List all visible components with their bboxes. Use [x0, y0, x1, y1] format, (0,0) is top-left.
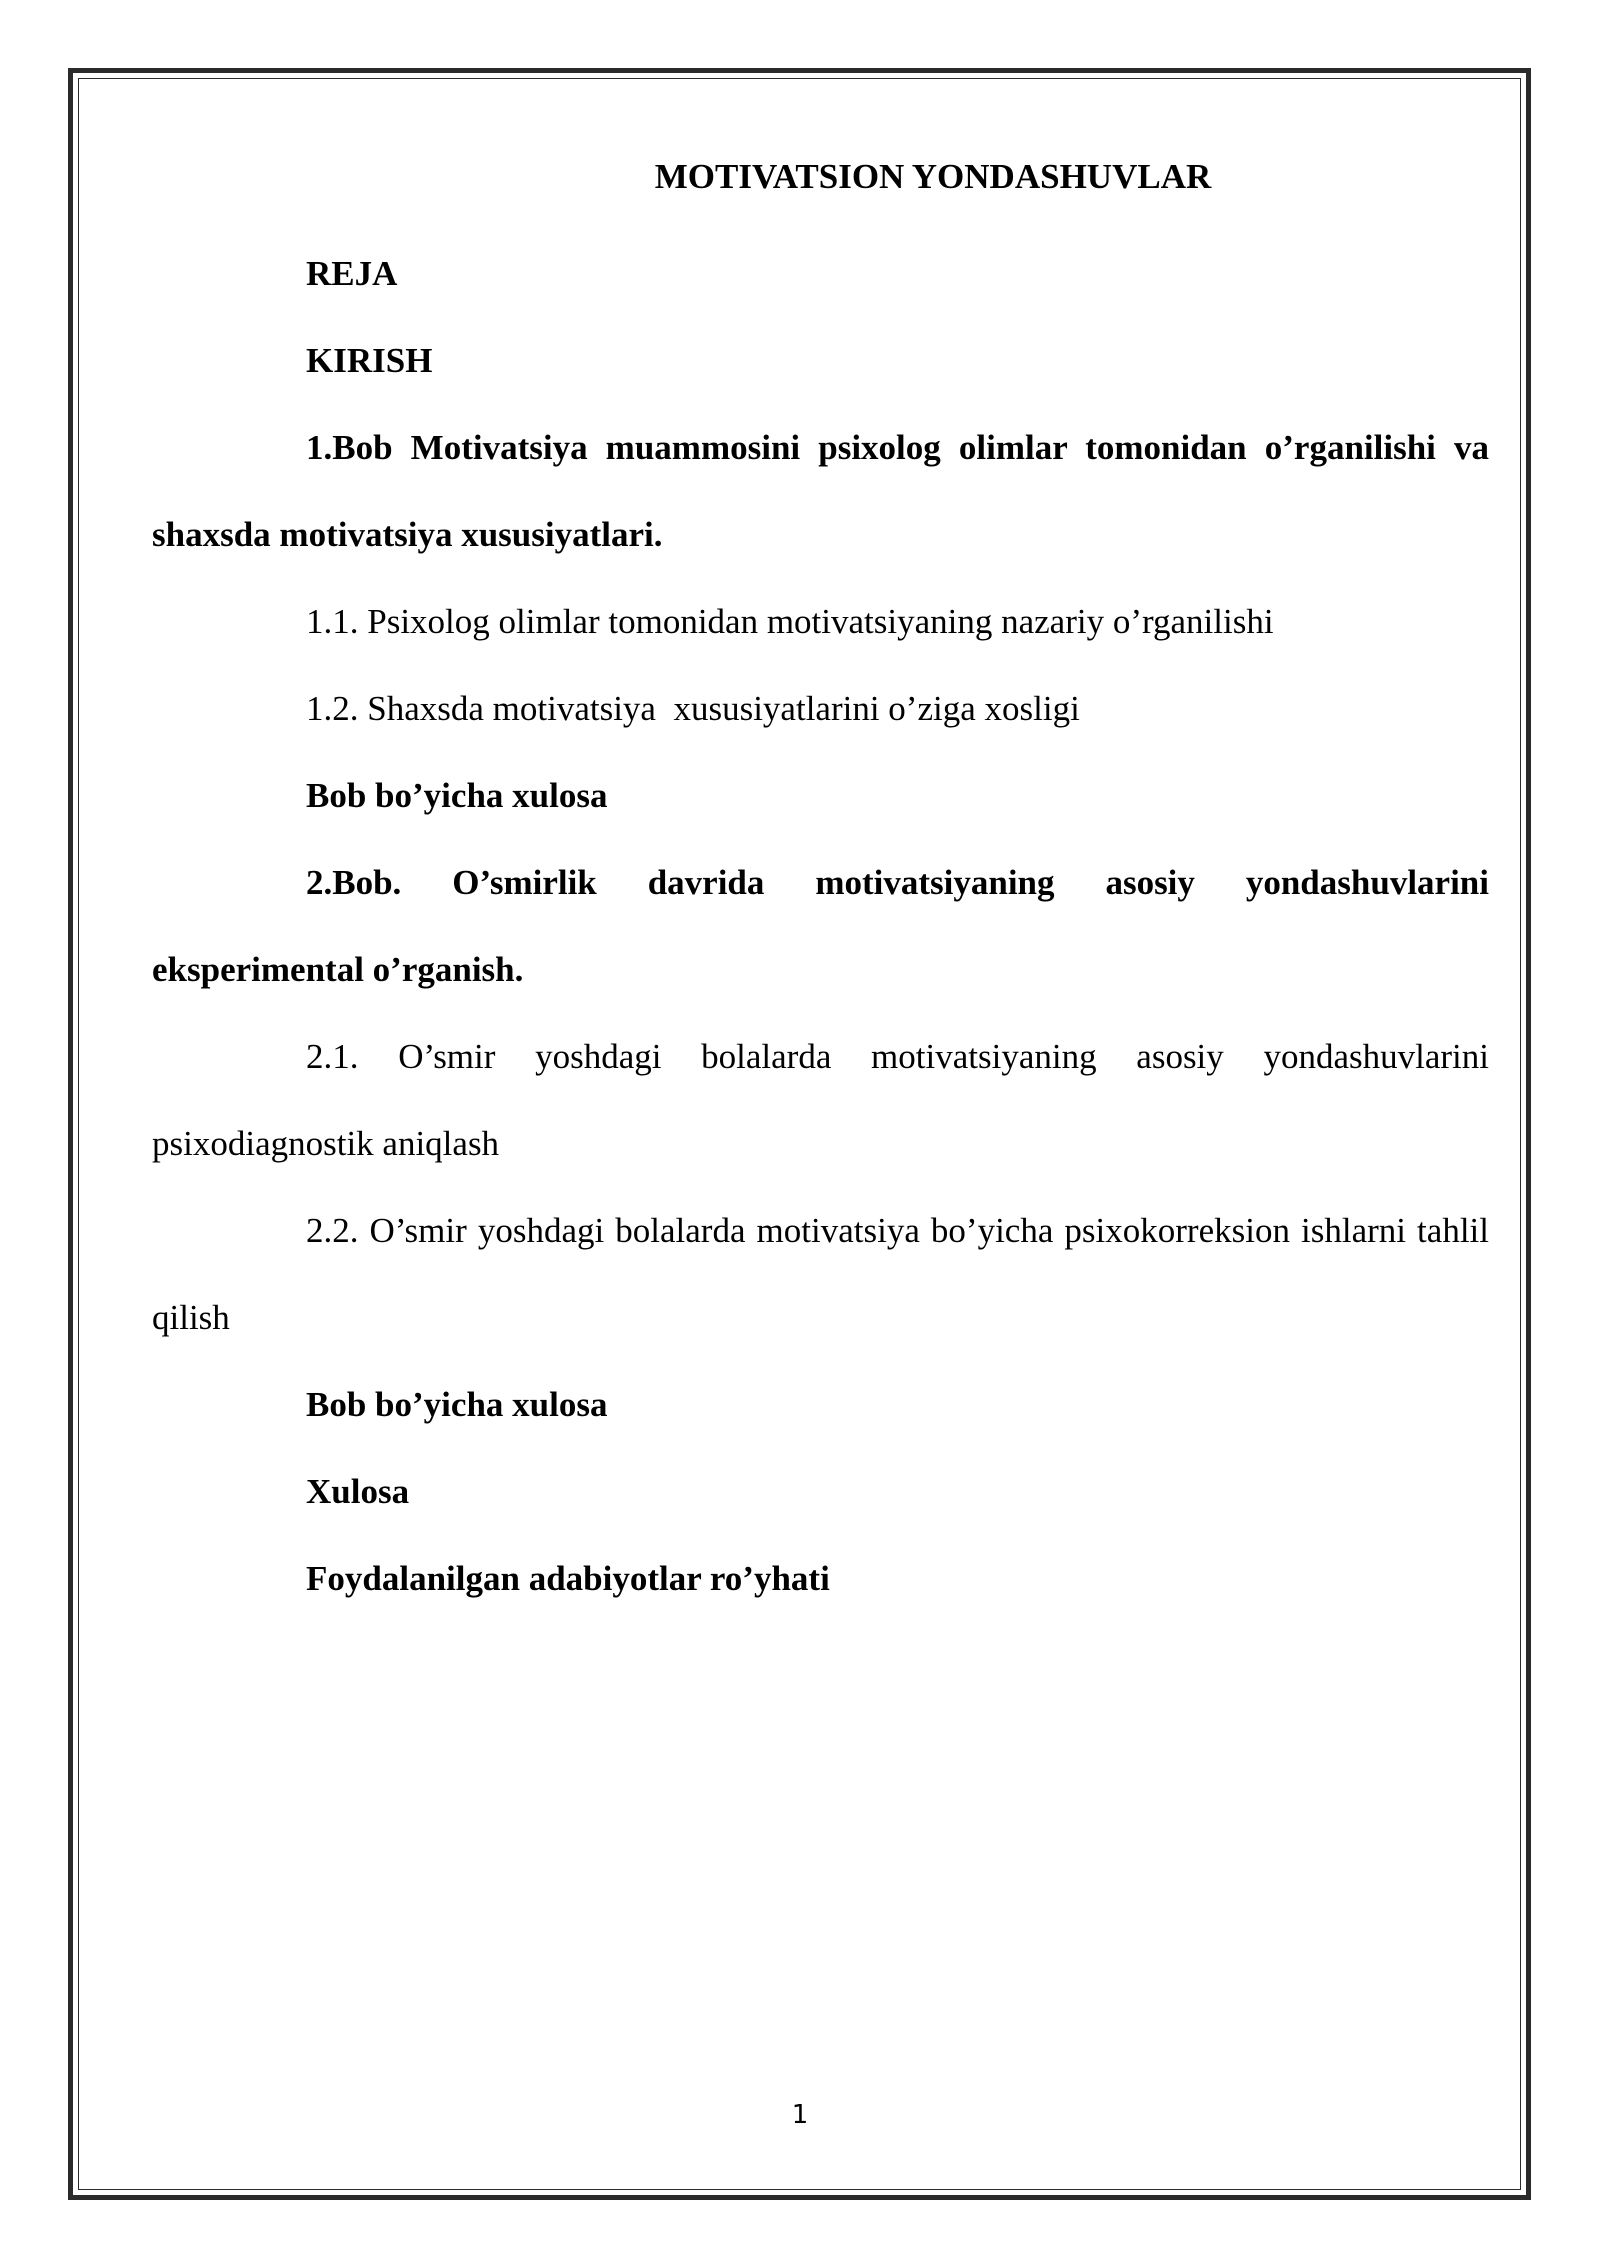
document-body	[152, 140, 1489, 1622]
chapter-2-conclusion-item: Bob bo’yicha xulosa	[306, 1385, 608, 1424]
section-1-2-item: 1.2. Shaxsda motivatsiya xususiyatlarini o’ziga xosligi	[306, 689, 1080, 728]
chapter-1-item: 1.Bob Motivatsiya muammosini psixolog olimlar tomonidan o’rganilishi va shaxsda motivatsiya xususiyatlari.	[152, 428, 1489, 554]
page-number: 1	[791, 2100, 809, 2130]
introduction-item: KIRISH	[306, 341, 433, 380]
references-item: Foydalanilgan adabiyotlar ro’yhati	[306, 1559, 830, 1598]
section-1-1-item: 1.1. Psixolog olimlar tomonidan motivatsiyaning nazariy o’rganilishi	[306, 602, 1274, 641]
chapter-1-conclusion-item: Bob bo’yicha xulosa	[306, 776, 608, 815]
conclusion-item: Xulosa	[306, 1472, 410, 1511]
section-2-1-item: 2.1. O’smir yoshdagi bolalarda motivatsiyaning asosiy yondashuvlarini psixodiagnostik aniqlash	[152, 1037, 1489, 1163]
document-title: MOTIVATSION YONDASHUVLAR	[654, 157, 1212, 196]
section-2-2-item: 2.2. O’smir yoshdagi bolalarda motivatsiya bo’yicha psixokorreksion ishlarni tahlil qilish	[152, 1211, 1489, 1337]
plan-heading: REJA	[306, 254, 398, 293]
chapter-2-item: 2.Bob. O’smirlik davrida motivatsiyaning asosiy yondashuvlarini eksperimental o’rganish.	[152, 863, 1489, 989]
